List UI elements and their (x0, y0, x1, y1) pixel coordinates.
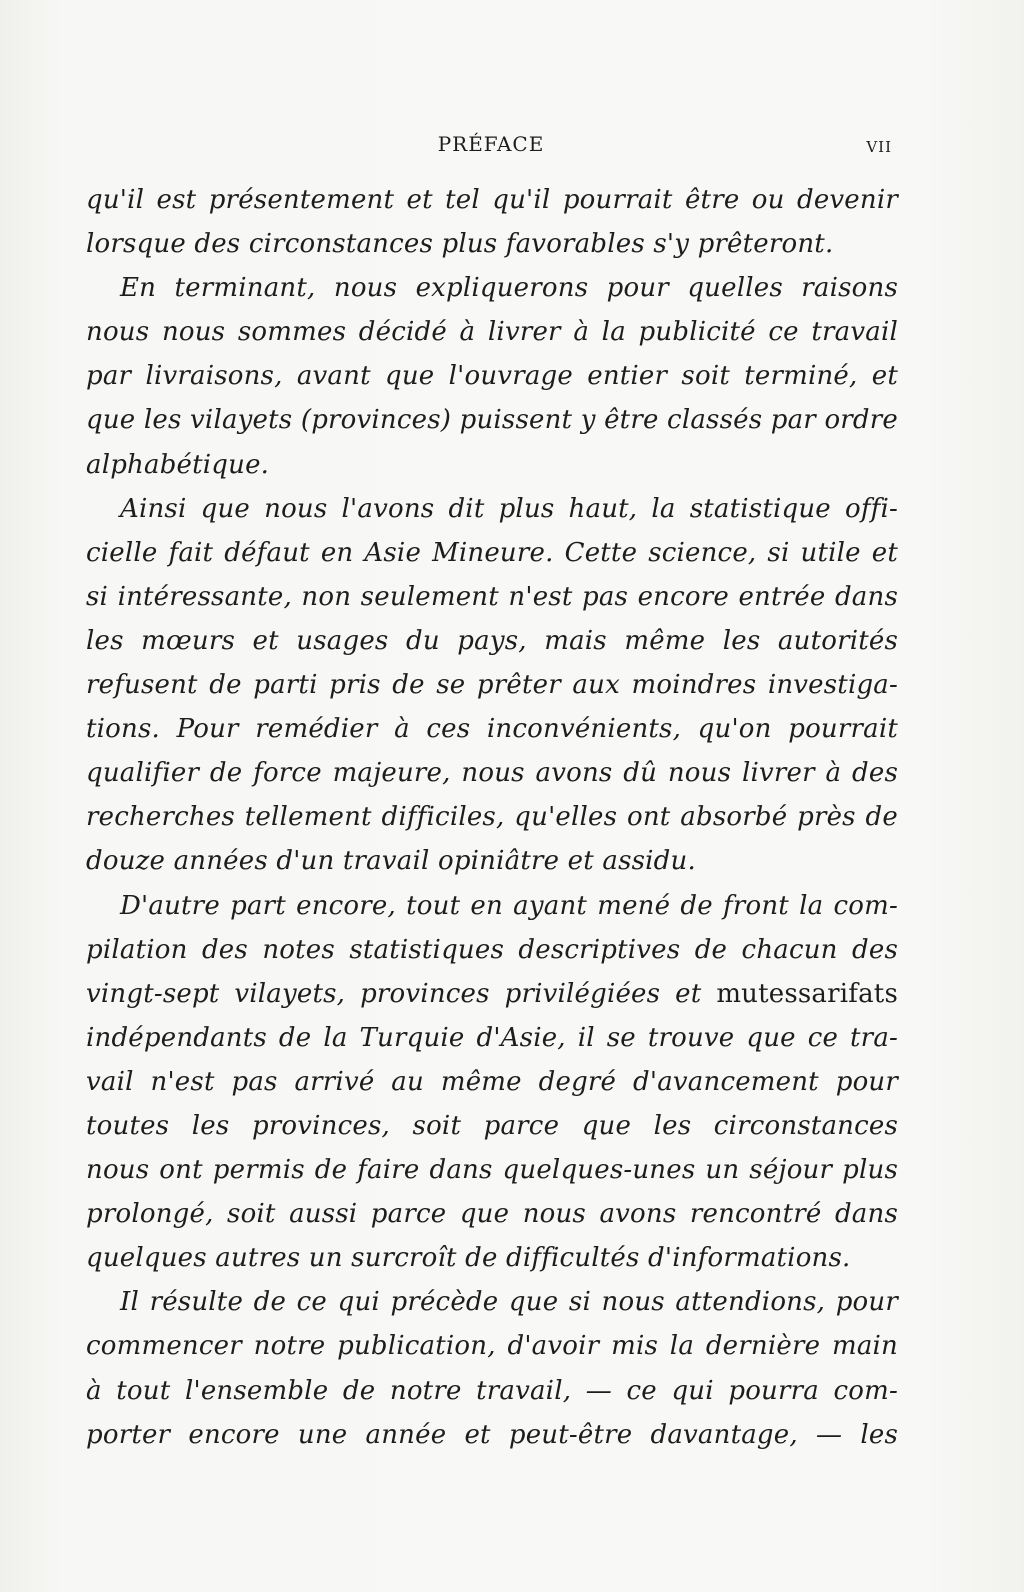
text-line: quelques autres un surcroît de difficultés d'informations. (86, 1243, 851, 1274)
text-line: tions. Pour remédier à ces inconvénients, qu'on pourrait (86, 714, 898, 745)
paragraph-3 (86, 487, 898, 884)
text-line: Il résulte de ce qui précède que si nous attendions, pour (120, 1287, 898, 1318)
text-line: nous nous sommes décidé à livrer à la publicité ce travail (86, 317, 898, 348)
text-line: D'autre part encore, tout en ayant mené de front la com- (120, 890, 898, 921)
text-line: par livraisons, avant que l'ouvrage entier soit terminé, et (86, 361, 898, 392)
page-number: VII (866, 138, 892, 156)
text-line: alphabétique. (86, 449, 270, 480)
text-line: En terminant, nous expliquerons pour quelles raisons (120, 273, 898, 304)
text-line: les mœurs et usages du pays, mais même les autorités (86, 625, 898, 656)
text-line: nous ont permis de faire dans quelques-unes un séjour plus (86, 1155, 898, 1186)
text-line: pilation des notes statistiques descriptives de chacun des (86, 934, 898, 965)
text-line: douze années d'un travail opiniâtre et assidu. (86, 846, 696, 877)
paragraph-1 (86, 178, 898, 266)
page-header (90, 132, 892, 162)
running-head: PRÉFACE (437, 132, 545, 156)
paragraph-5 (86, 1280, 898, 1456)
text-line: recherches tellement difficiles, qu'elles ont absorbé près de (86, 802, 898, 833)
text-line-mixed (86, 972, 898, 1016)
text-line: lorsque des circonstances plus favorables s'y prêteront. (86, 229, 834, 260)
italic-segment: vingt-sept vilayets, provinces privilégiées et (86, 978, 702, 1009)
text-line: qualifier de force majeure, nous avons dû nous livrer à des (86, 758, 898, 789)
text-line: à tout l'ensemble de notre travail, — ce qui pourra com- (86, 1375, 898, 1406)
text-line: prolongé, soit aussi parce que nous avons rencontré dans (86, 1199, 898, 1230)
roman-segment: mutessarifats (716, 978, 898, 1009)
text-line: que les vilayets (provinces) puissent y être classés par ordre (86, 405, 898, 436)
paragraph-4 (86, 884, 898, 1281)
text-line: qu'il est présentement et tel qu'il pourrait être ou devenir (86, 185, 898, 215)
text-line: indépendants de la Turquie d'Asie, il se trouve que ce tra- (86, 1022, 898, 1053)
text-line: si intéressante, non seulement n'est pas encore entrée dans (86, 581, 898, 612)
body-text (86, 178, 898, 1457)
text-line: commencer notre publication, d'avoir mis la dernière main (86, 1331, 898, 1362)
text-line: toutes les provinces, soit parce que les circonstances (86, 1110, 898, 1141)
text-line: Ainsi que nous l'avons dit plus haut, la statistique offi- (120, 493, 898, 524)
text-line: cielle fait défaut en Asie Mineure. Cette science, si utile et (86, 537, 898, 568)
text-line: porter encore une année et peut-être davantage, — les (86, 1419, 898, 1450)
text-line: refusent de parti pris de se prêter aux moindres investiga- (86, 670, 898, 701)
text-line: vail n'est pas arrivé au même degré d'avancement pour (86, 1066, 898, 1097)
paragraph-2 (86, 266, 898, 486)
